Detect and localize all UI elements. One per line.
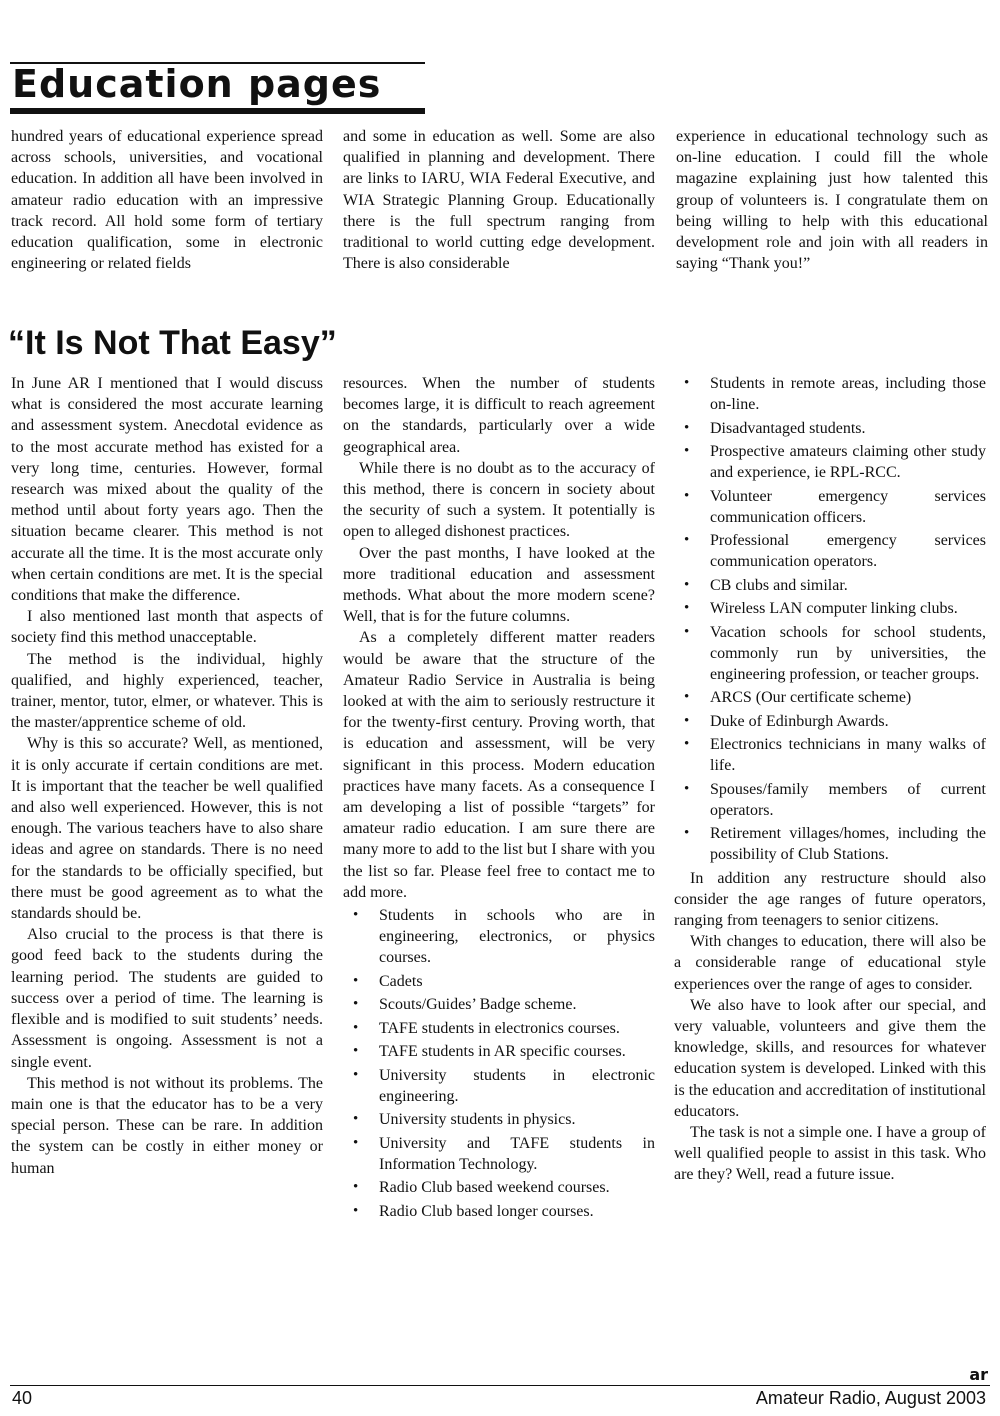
article-paragraph: The task is not a simple one. I have a group of well qualified people to assist in this task. Who are they? Well, read a future issue. [674, 1123, 986, 1184]
bullet-icon: • [353, 1111, 359, 1128]
article-paragraph: In June AR I mentioned that I would discuss what is considered the most accurate learning and assessment system. Anecdotal evidence as to the most accurate method has existed for a very long time, centuries. However, formal research was mixed about the quality of the method until about forty years ago. Then the situation became clearer. This method is not accurate all the time. It is the most accurate only when certain conditions are met. It is the special conditions that make the difference. [11, 375, 323, 605]
list-item: • ARCS (Our certificate scheme) [684, 689, 912, 706]
article-paragraph: Also crucial to the process is that there is good feed back to the students during the learning period. The students are guided to success over a period of time. The learning is flexible and is modified to suit students’ needs. Assessment is ongoing. Assessment is not a single event. [11, 926, 323, 1071]
list-item: • University and TAFE students in Information Technology. [353, 1134, 655, 1173]
list-item: • Cadets [353, 972, 423, 990]
bullet-icon: • [684, 487, 690, 504]
bullet-icon: • [684, 736, 690, 752]
bullet-icon: • [684, 825, 690, 841]
bullet-icon: • [684, 443, 690, 459]
list-item: • Professional emergency services communication operators. [684, 532, 986, 570]
article-paragraph: In addition any restructure should also consider the age ranges of future operators, ranging from teenagers to senior citizens. [674, 869, 986, 929]
article-paragraph: resources. When the number of students becomes large, it is difficult to reach agreement on the standards, particularly over a wide geographical area. [343, 375, 655, 456]
article-paragraph: Over the past months, I have looked at the more traditional education and assessment methods. What about the more modern scene? Well, that is for the future columns. [343, 544, 655, 626]
bullet-icon: • [684, 419, 690, 436]
bullet-icon: • [353, 1134, 359, 1151]
end-of-article-mark: ar [969, 1365, 988, 1384]
list-item: • Spouses/family members of current operators. [684, 780, 986, 819]
intro-paragraph: and some in education as well. Some are also qualified in planning and development. There are links to IARU, WIA Federal Executive, and WIA Strategic Planning Group. Educationally there is the full spectrum ranging from traditional to world cutting edge development. There is also considerable [343, 128, 655, 273]
list-item: • Scouts/Guides’ Badge scheme. [353, 996, 577, 1014]
target-list-1 [343, 905, 655, 1222]
footer-rule [10, 1385, 990, 1386]
bullet-icon: • [684, 689, 690, 705]
list-item: • Students in schools who are in engineering, electronics, or physics courses. [353, 907, 655, 967]
list-item: • University students in electronic engineering. [353, 1066, 655, 1105]
intro-paragraph: hundred years of educational experience spread across schools, universities, and vocational education. In addition all have been involved in amateur radio education with an impressive track record. All hold some form of tertiary education qualification, some in electronic engineering or related fields [11, 128, 323, 273]
list-item: • Vacation schools for school students, commonly run by universities, the engineering profession, or teacher groups. [684, 623, 986, 683]
article-column-3 [674, 373, 986, 1186]
list-item: • University students in physics. [353, 1111, 576, 1129]
article-title: “It Is Not That Easy” [8, 324, 337, 362]
bullet-icon: • [684, 780, 690, 797]
list-item: • Radio Club based longer courses. [353, 1202, 594, 1220]
intro-column-3 [676, 126, 988, 274]
article-paragraph: As a completely different matter readers would be aware that the structure of the Amateur Radio Service in Australia is being looked at with the aim to seriously restructure it for the twenty-first century. Proving worth, that is education and assessment, will be very significant in this process. Modern education practices have many facets. As a consequence I am developing a list of possible “targets” for amateur radio education. I am sure there are many more to add to the list but I share with you the list so far. Please feel free to contact me to add more. [343, 629, 655, 901]
target-list-2 [674, 373, 986, 865]
section-title: Education pages [12, 62, 382, 106]
bullet-icon: • [684, 576, 690, 593]
list-item: • Prospective amateurs claiming other study and experience, ie RPL-RCC. [684, 443, 986, 481]
article-column-2 [343, 373, 655, 1224]
bullet-icon: • [353, 1066, 359, 1083]
intro-column-2 [343, 126, 655, 274]
bullet-icon: • [684, 532, 690, 548]
bullet-icon: • [353, 972, 359, 989]
article-paragraph: Why is this so accurate? Well, as mentioned, it is only accurate if certain conditions are met. It is important that the teacher be well qualified and also well experienced. However, this is not enough. The various teachers have to also share ideas and agree on standards. There is no need for the standards to be officially specified, but there must be good agreement as to what the standards should be. [11, 735, 323, 923]
list-item: • CB clubs and similar. [684, 576, 848, 594]
article-paragraph: While there is no doubt as to the accuracy of this method, there is concern in society about the security of such a system. It potentially is open to alleged dishonest practices. [343, 459, 655, 541]
article-column-1 [11, 373, 323, 1179]
bullet-icon: • [353, 996, 359, 1013]
bullet-icon: • [353, 1202, 359, 1219]
bullet-icon: • [353, 907, 359, 924]
list-item: • Retirement villages/homes, including the possibility of Club Stations. [684, 825, 986, 863]
list-item: • Disadvantaged students. [684, 419, 866, 437]
bullet-icon: • [684, 623, 690, 640]
list-item: • Radio Club based weekend courses. [353, 1179, 610, 1197]
list-item: • TAFE students in electronics courses. [353, 1019, 620, 1037]
header-rule-bottom [10, 108, 425, 114]
article-paragraph: We also have to look after our special, and very valuable, volunteers and give them the knowledge, skills, and resources for whatever education system is developed. Linked with this is the education and accreditation of institutional educators. [674, 996, 986, 1120]
bullet-icon: • [353, 1019, 359, 1036]
bullet-icon: • [684, 712, 690, 729]
list-item: • Electronics technicians in many walks of life. [684, 736, 986, 774]
intro-column-1 [11, 126, 323, 274]
page-number: 40 [12, 1388, 33, 1408]
publication-footer: Amateur Radio, August 2003 [755, 1388, 986, 1408]
intro-paragraph: experience in educational technology such as on-line education. I could fill the whole magazine explaining just how talented this group of volunteers is. I congratulate them on being willing to help with this educational development role and join with all readers in saying “Thank you!” [676, 128, 988, 273]
list-item: • Volunteer emergency services communication officers. [684, 487, 986, 526]
bullet-icon: • [353, 1043, 359, 1060]
article-paragraph: I also mentioned last month that aspects of society find this method unacceptable. [11, 608, 323, 647]
article-paragraph: With changes to education, there will also be a considerable range of educational style experiences over the range of ages to consider. [674, 933, 986, 993]
article-paragraph: This method is not without its problems. The main one is that the educator has to be a very special person. These can be rare. In addition the system can be costly in either money or human [11, 1074, 323, 1177]
bullet-icon: • [684, 600, 690, 616]
bullet-icon: • [353, 1179, 359, 1196]
list-item: • Duke of Edinburgh Awards. [684, 712, 889, 730]
list-item: • TAFE students in AR specific courses. [353, 1043, 626, 1061]
bullet-icon: • [684, 375, 690, 391]
list-item: • Students in remote areas, including those on-line. [684, 375, 986, 413]
article-paragraph: The method is the individual, highly qualified, and highly experienced, teacher, trainer, mentor, tutor, elmer, or whatever. This is the master/apprentice scheme of old. [11, 650, 323, 732]
list-item: • Wireless LAN computer linking clubs. [684, 600, 958, 617]
